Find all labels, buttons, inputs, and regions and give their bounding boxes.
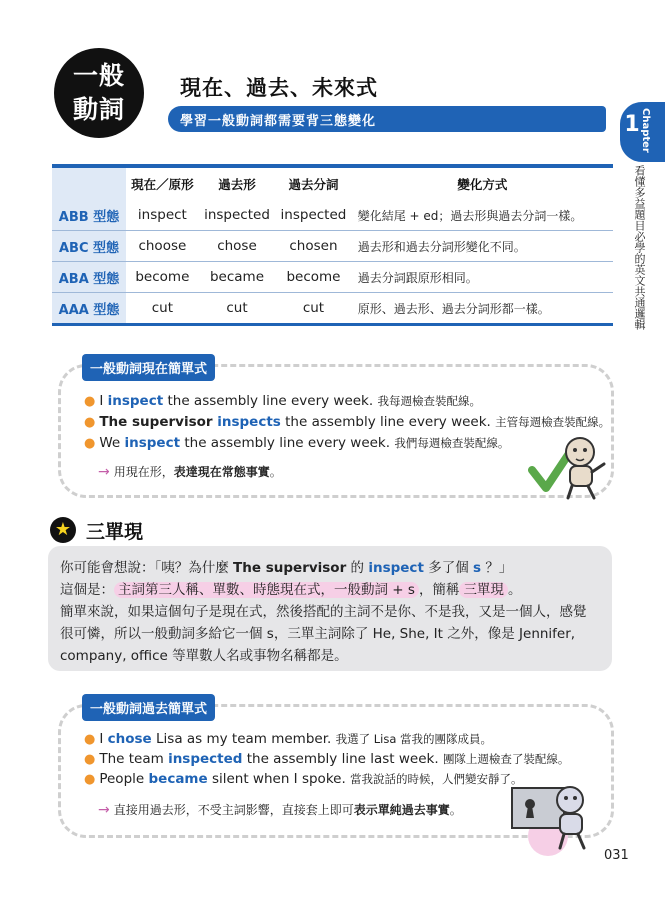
arrow-icon: → [98,464,110,480]
change-rule: 變化結尾 + ed；過去形與過去分詞一樣。 [352,200,613,231]
row-type: ABC 型態 [52,231,126,262]
translation: 我們每週檢查裝配線。 [394,436,510,450]
table-row [52,262,613,293]
chapter-label: Chapter [640,108,651,153]
page-number: 031 [604,848,629,863]
subtitle: 學習一般動詞都需要背三態變化 [180,114,377,129]
bullet-icon: ● [84,415,96,430]
present-simple-label: 一般動詞現在簡單式 [82,354,215,381]
explanation-line: company, office 等單數人名或事物名稱都是。 [60,648,348,664]
example-line: ● People became silent when I spoke. 當我說話的時候，人們變安靜了。 [84,771,523,787]
mascot-keyhole-icon [508,778,600,858]
example-line: ● The team inspected the assembly line last week. 團隊上週檢查了裝配線。 [84,751,570,767]
page-title: 現在、過去、未來式 [180,76,378,100]
book-title: 看懂多益題目必學的英文共通邏輯 [633,165,646,330]
present-form: cut [126,293,199,325]
example-line: ● I inspect the assembly line every week. 我每週檢查裝配線。 [84,393,481,409]
bullet-icon: ● [84,772,96,787]
example-line: ● The supervisor inspects the assembly line every week. 主管每週檢查裝配線。 [84,414,611,430]
past-note: → 直接用過去形，不受主詞影響，直接套上即可表示單純過去事實。 [98,802,462,818]
table-header-cell: 過去分詞 [288,177,339,192]
table-row [52,293,613,325]
translation: 團隊上週檢查了裝配線。 [442,752,570,766]
explanation-line: 很可憐，所以一般動詞多給它一個 s，三單主詞除了 He, She, It 之外，像是 Jennifer, [60,626,576,642]
chapter-badge [54,48,144,138]
table-header-cell: 現在／原形 [131,177,194,192]
highlight-rule: 主詞第三人稱、單數、時態現在式，一般動詞 + s [114,582,419,598]
past-form: became [199,262,275,293]
section-title: 三單現 [86,521,144,543]
past-participle: become [275,262,351,293]
row-type: ABB 型態 [52,200,126,231]
table-row [52,200,613,231]
table-header-cell: 過去形 [218,177,256,192]
change-rule: 過去分詞跟原形相同。 [352,262,613,293]
translation: 主管每週檢查裝配線。 [495,415,611,429]
row-type: AAA 型態 [52,293,126,325]
bullet-icon: ● [84,394,96,409]
table-header-cell: 變化方式 [457,177,508,192]
past-form: chose [199,231,275,262]
conjugation-table [52,164,613,326]
translation: 我每週檢查裝配線。 [377,394,481,408]
badge-line-2: 動詞 [72,95,125,124]
arrow-icon: → [98,802,110,818]
past-form: inspected [199,200,275,231]
past-participle: chosen [275,231,351,262]
bullet-icon: ● [84,436,96,451]
example-line: ● We inspect the assembly line every week. 我們每週檢查裝配線。 [84,435,510,451]
table-header-cell [52,166,126,200]
chapter-number: 1 [624,112,640,137]
star-icon: ★ [50,517,76,543]
present-form: choose [126,231,199,262]
table-row [52,231,613,262]
present-form: become [126,262,199,293]
badge-line-1: 一般 [72,61,125,90]
translation: 我選了 Lisa 當我的團隊成員。 [335,732,493,746]
explanation-line: 簡單來說，如果這個句子是現在式，然後搭配的主詞不是你、不是我，又是一個人，感覺 [60,604,587,620]
present-note: → 用現在形，表達現在常態事實。 [98,464,282,480]
explanation-line: 這個是： 主詞第三人稱、單數、時態現在式，一般動詞 + s ，簡稱 三單現 。 [60,582,522,598]
bullet-icon: ● [84,752,96,767]
explanation-line: 你可能會想說：「咦？為什麼 The supervisor 的 inspect 多了個 s ？」 [60,560,513,576]
past-form: cut [199,293,275,325]
mascot-checkmark-icon [528,428,608,500]
past-simple-label: 一般動詞過去簡單式 [82,694,215,721]
change-rule: 原形、過去形、過去分詞形都一樣。 [352,293,613,325]
highlight-term: 三單現 [459,582,508,598]
table-header-row [52,166,613,200]
change-rule: 過去形和過去分詞形變化不同。 [352,231,613,262]
translation: 當我說話的時候，人們變安靜了。 [350,772,523,786]
bullet-icon: ● [84,732,96,747]
present-form: inspect [126,200,199,231]
example-line: ● I chose Lisa as my team member. 我選了 Lisa 當我的團隊成員。 [84,731,493,747]
row-type: ABA 型態 [52,262,126,293]
past-participle: inspected [275,200,351,231]
past-participle: cut [275,293,351,325]
